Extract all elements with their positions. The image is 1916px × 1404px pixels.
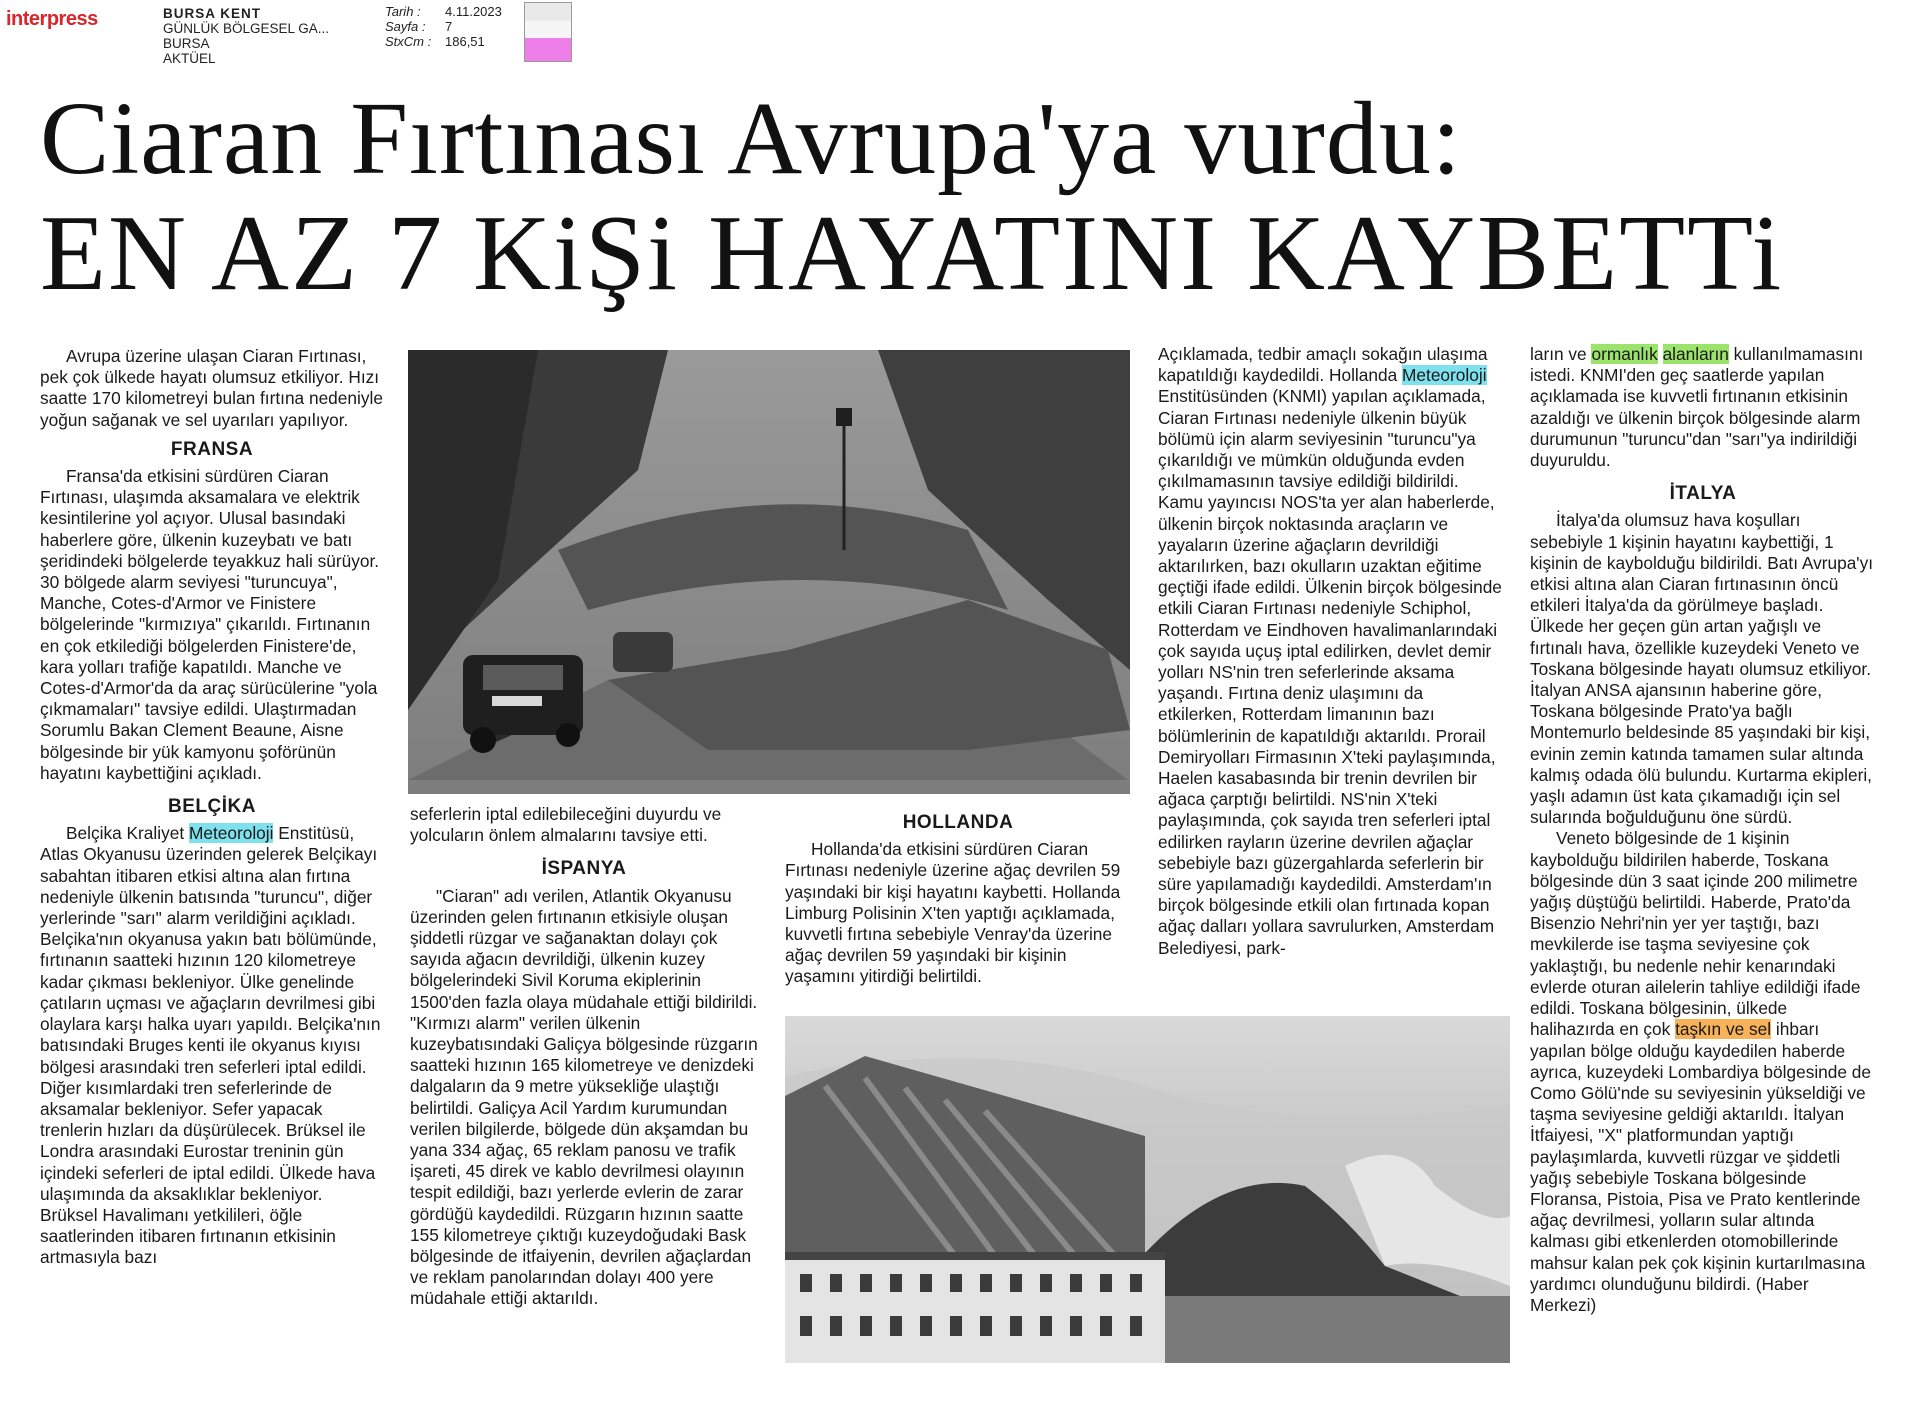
col5-text-post: kullanılmamasını istedi. KNMI'den geç saatlerde yapılan açıklamada ise kuvvetli fırtınanın etkisinin azaldığı ve ülkenin birçok bölgesinde alarm durumunun "turuncu"dan "sarı"ya indirildiği duyuruldu.	[1530, 344, 1864, 471]
belcika-paragraph	[40, 823, 384, 1268]
column-1	[40, 346, 384, 1269]
italya-text-post: ihbarı yapılan bölge olduğu kaydedilen haberde ayrıca, kuzeydeki Lombardiya bölgesinde de Como Gölü'nde su seviyesinin yükseldiği ve taşma seviyesine geldiği aktarıldı. İtalyan İtfaiyesi, "X" platformundan yaptığı paylaşımlarda, kuvvetli rüzgar ve şiddetli yağış sebebiyle Toskana bölgesinde Floransa, Pistoia, Pisa ve Prato kentlerinde ağaç devrilmesi, yolların sular altında kalması gibi etkenlerden otomobillerinde mahsur kalan pek çok kişinin kurtarılmasına yardımcı olunduğunu bildirdi. (Haber Merkezi)	[1530, 1019, 1872, 1315]
hollanda-end-paragraph	[1530, 344, 1876, 471]
col5-text-pre: ların ve	[1530, 344, 1592, 364]
italya-paragraph-1: İtalya'da olumsuz hava koşulları sebebiyle 1 kişinin hayatını kaybettiği, 1 kişinin de kaybolduğu bildirildi. Batı Avrupa'yı etkisi altına alan Ciaran fırtınasının öncü etkileri İtalya'da da görülmeye başladı. Ülkede her geçen gün artan yağışlı ve fırtınalı hava, özellikle kuzeydeki Veneto ve Toskana bölgesinde hayatı olumsuz etkiliyor. İtalyan ANSA ajansının haberine göre, Toskana bölgesinde Prato'ya bağlı Montemurlo beldesinde 85 yaşındaki bir kişi, evinin zemin katında tamamen sular altında kalmış odada ölü bulundu. Kurtarma ekipleri, yaşlı adamın üst kata çıkamadığı için sel sularında boğulduğunu öne sürdü.	[1530, 510, 1874, 828]
date-value: 4.11.2023	[445, 4, 502, 19]
page-thumbnail	[524, 2, 572, 62]
intro-paragraph: Avrupa üzerine ulaşan Ciaran Fırtınası, pek çok ülkede hayatı olumsuz etkiliyor. Hızı saatte 170 kilometreyi bulan fırtına nedeniyle yoğun sağanak ve sel uyarıları yapılıyor.	[40, 346, 383, 430]
highlight-taskin-ve-sel: taşkın ve sel	[1675, 1019, 1772, 1040]
column-2	[410, 804, 758, 1310]
column-3	[785, 804, 1131, 988]
date-label: Tarih :	[385, 4, 421, 19]
hollanda-continuation-paragraph	[1158, 344, 1504, 959]
highlight-meteoroloji-2: Meteoroloji	[1402, 365, 1487, 386]
column-5	[1530, 344, 1876, 1316]
section-title-italya: İTALYA	[1669, 483, 1737, 505]
page-label: Sayfa :	[385, 19, 426, 34]
section-title-fransa: FRANSA	[170, 438, 254, 460]
clipping-meta	[385, 4, 502, 49]
stx-label: StxCm :	[385, 34, 432, 49]
column-4	[1158, 344, 1504, 959]
headline-line-2: EN AZ 7 KiŞi HAYATINI KAYBETTi	[40, 194, 1784, 313]
publication-type: GÜNLÜK BÖLGESEL GA...	[163, 21, 330, 36]
headline	[40, 81, 1900, 313]
belcika-continuation: seferlerin iptal edilebileceğini duyurdu ve yolcuların önlem almalarını tavsiye etti.	[410, 804, 722, 846]
interpress-logo: interpress	[6, 8, 98, 30]
headline-line-1: Ciaran Fırtınası Avrupa'ya vurdu:	[40, 81, 1462, 196]
highlight-meteoroloji: Meteoroloji	[188, 823, 274, 844]
highlight-alanlarin: alanların	[1662, 344, 1729, 364]
col4-text-post: Enstitüsünden (KNMI) yapılan açıklamada, Ciaran Fırtınası nedeniyle ülkenin büyük bölümü için alarm seviyesinin "turuncu"ya çıkarıldığı ve mümkün olduğunda evden çıkılmamasının tavsiye edildiği bildirildi. Kamu yayıncısı NOS'ta yer alan haberlerde, ülkenin birçok noktasında araçların ve yayaların üzerine ağaçların devrildiği aktarılırken, bazı okulların uzaktan eğitime geçtiği ifade edildi. Ülkenin birçok bölgesinde etkili Ciaran Fırtınası nedeniyle Schiphol, Rotterdam ve Eindhoven havalimanlarındaki çok sayıda uçuş iptal edilirken, devlet demir yolları NS'nin tren seferlerinde aksama yaşandı. Fırtına deniz ulaşımını da etkilerken, Rotterdam limanının bazı bölümlerinin de kapatıldığı aktarıldı. Prorail Demiryolları Firmasının X'teki paylaşımında, Haelen kasabasında bir trenin devrilen bir ağaca çarptığı belirtildi. NS'nin X'teki paylaşımında, çok sayıda tren seferleri iptal edilirken rayların üzerine devrilen ağaçlar sebebiyle bazı güzergahlarda seferlerin bir süre yapılamadığı kaydedildi. Amsterdam'ın birçok bölgesinde etkili olan fırtınada kopan ağaç dalları yollara savrulurken, Amsterdam Belediyesi, park-	[1158, 386, 1502, 958]
hollanda-paragraph: Hollanda'da etkisini sürdüren Ciaran Fırtınası nedeniyle üzerine ağaç devrilen 59 yaşındaki bir kişi hayatını kaybetti. Hollanda Limburg Polisinin X'ten yaptığı açıklamada, kuvvetli fırtına sebebiyle Venray'da üzerine ağaç devrilen 59 yaşındaki bir kişinin yaşamını yitirdiği belirtildi.	[785, 839, 1121, 987]
clipping-header	[0, 0, 600, 70]
col4-text-pre: Açıklamada, tedbir amaçlı sokağın ulaşıma kapatıldığı kaydedildi. Hollanda	[1158, 344, 1488, 386]
section-title-ispanya: İSPANYA	[541, 858, 627, 880]
fallen-tree-street-photo	[408, 350, 1130, 794]
storm-waves-coast-photo	[785, 1016, 1510, 1363]
highlight-ormanlik: ormanlık	[1591, 344, 1658, 364]
page-value: 7	[445, 19, 453, 34]
belcika-text-post: Enstitüsü, Atlas Okyanusu üzerinden gelerek Belçikayı sabahtan itibaren etkisi altına alan fırtına nedeniyle ülkenin batısında "turuncu", diğer yerlerinde "sarı" alarm verildiğini açıkladı. Belçika'nın okyanusa yakın batı bölümünde, fırtınanın saatteki hızının 120 kilometreye kadar çıkması bekleniyor. Ülke genelinde çatıların uçması ve ağaçların devrilmesi gibi olaylara karşı halka uyarı yapıldı. Belçika'nın batısındaki Bruges kenti ile okyanus kıyısı bölgesi arasındaki tren seferleri iptal edildi. Diğer kısımlardaki tren seferlerinde de aksamalar bekleniyor. Sefer yapacak trenlerin hızları da düşürülecek. Brüksel ile Londra arasındaki Eurostar treninin gün içindeki seferleri de iptal edildi. Ülkede hava ulaşımında da aksaklıklar bekleniyor. Brüksel Havalimanı yetkilileri, öğle saatlerinden itibaren fırtınanın etkisinin artmasıyla bazı	[40, 823, 381, 1268]
ispanya-paragraph: "Ciaran" adı verilen, Atlantik Okyanusu üzerinden gelen fırtınanın etkisiyle oluşan şiddetli rüzgar ve sağanaktan dolayı çok sayıda ağacın devrildiği, ülkenin kuzey bölgelerindeki Sivil Koruma ekiplerinin 1500'den fazla olaya müdahale ettiği bildirildi. "Kırmızı alarm" verilen ülkenin kuzeybatısındaki Galiçya bölgesinde rüzgarın saatteki hızının 165 kilometreye ve denizdeki dalgaların da 9 metre yüksekliğe ulaştığı belirtildi. Galiçya Acil Yardım kurumundan verilen bilgilerde, bölgede dün akşamdan bu yana 334 ağaç, 65 reklam panosu ve trafik işareti, 45 direk ve kablo devrilmesi olayının tespit edildiği, bazı yerlerde evlerin de zarar gördüğü kaydedildi. Rüzgarın hızının saatte 155 kilometreye çıktığı kuzeydoğudaki Bask bölgesinde de itfaiyenin, devrilen ağaçlardan ve reklam panolarından dolayı 400 yere müdahale ettiği aktarıldı.	[410, 885, 758, 1309]
col5-text-mid	[1658, 344, 1663, 364]
publication-section: AKTÜEL	[163, 51, 216, 66]
publication-name: BURSA KENT	[163, 6, 262, 21]
italya-paragraph-2	[1530, 828, 1876, 1316]
section-title-belcika: BELÇİKA	[168, 796, 256, 818]
belcika-text-pre: Belçika Kraliyet	[66, 823, 189, 844]
fransa-paragraph: Fransa'da etkisini sürdüren Ciaran Fırtınası, ulaşımda aksamalara ve elektrik kesintilerine yol açıyor. Ulusal basındaki haberlere göre, ülkenin kuzeybatı ve batı şeridindeki bölgelerde teyakkuz hali sürüyor. 30 bölgede alarm seviyesi "turuncuya", Manche, Cotes-d'Armor ve Finistere bölgelerinde "kırmızıya" çıkarıldı. Fırtınanın en çok etkilediği bölgelerden Finistere'de, kara yolları trafiğe kapatıldı. Manche ve Cotes-d'Armor'da da araç sürücülerine "yola çıkmamaları" tavsiye edildi. Ulaştırmadan Sorumlu Bakan Clement Beaune, Aisne bölgesinde bir yük kamyonu şoförünün hayatını kaybettiğini açıkladı.	[40, 466, 380, 783]
publication-meta	[163, 6, 329, 66]
italya-text-pre: Veneto bölgesinde de 1 kişinin kaybolduğu bildirilen haberde, Toskana bölgesinde dün 3 saat içinde 200 milimetre yağış düştüğü belirtildi. Haberde, Prato'da Bisenzio Nehri'nin yer yer taştığı, bazı mevkilerde ise taşma seviyesine çok yaklaştığı, bu nedenle nehir kenarındaki evlerde oturan ailelerin tahliye edildiği ifade edildi. Toskana bölgesinin, ülkede halihazırda en çok	[1530, 828, 1861, 1040]
section-title-hollanda: HOLLANDA	[902, 812, 1014, 833]
stx-value: 186,51	[445, 34, 485, 49]
publication-city: BURSA	[163, 36, 210, 51]
